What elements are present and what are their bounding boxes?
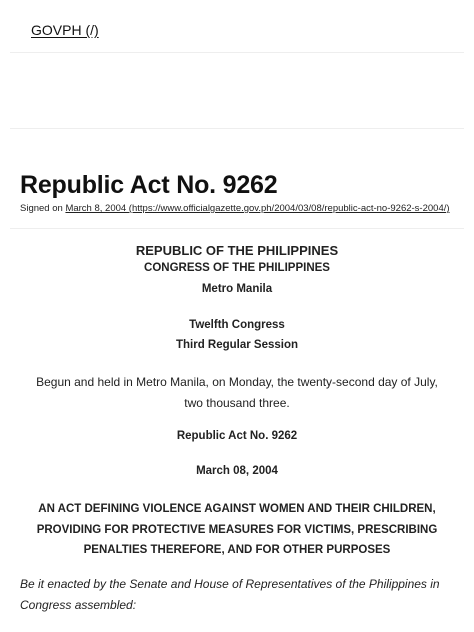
session-heading: Third Regular Session	[175, 339, 299, 351]
congress-number: Twelfth Congress	[189, 319, 285, 331]
divider	[10, 128, 464, 129]
signed-date-line	[20, 203, 450, 214]
republic-heading: REPUBLIC OF THE PHILIPPINES	[135, 243, 339, 258]
govph-home-link[interactable]: GOVPH (/)	[31, 22, 99, 38]
divider	[10, 52, 464, 53]
signed-prefix: Signed on	[20, 203, 66, 214]
congress-heading: CONGRESS OF THE PHILIPPINES	[144, 262, 330, 274]
location-heading: Metro Manila	[201, 283, 273, 295]
act-number: Republic Act No. 9262	[176, 430, 298, 442]
page-title: Republic Act No. 9262	[20, 171, 278, 199]
divider	[10, 228, 464, 229]
session-statement: Begun and held in Metro Manila, on Monday, the twenty-second day of July, two thousand three.	[36, 375, 438, 410]
top-navigation	[0, 0, 474, 60]
enacting-clause: Be it enacted by the Senate and House of Representatives of the Philippines in Congress assembled:	[20, 577, 440, 612]
signed-date-link[interactable]: March 8, 2004 (https://www.officialgazette.gov.ph/2004/03/08/republic-act-no-9262-s-2004/)	[65, 203, 450, 214]
act-title: AN ACT DEFINING VIOLENCE AGAINST WOMEN AND THEIR CHILDREN, PROVIDING FOR PROTECTIVE MEASURES FOR VICTIMS, PRESCRIBING PENALTIES THEREFORE, AND FOR OTHER PURPOSES	[36, 503, 438, 556]
act-date: March 08, 2004	[196, 465, 278, 477]
